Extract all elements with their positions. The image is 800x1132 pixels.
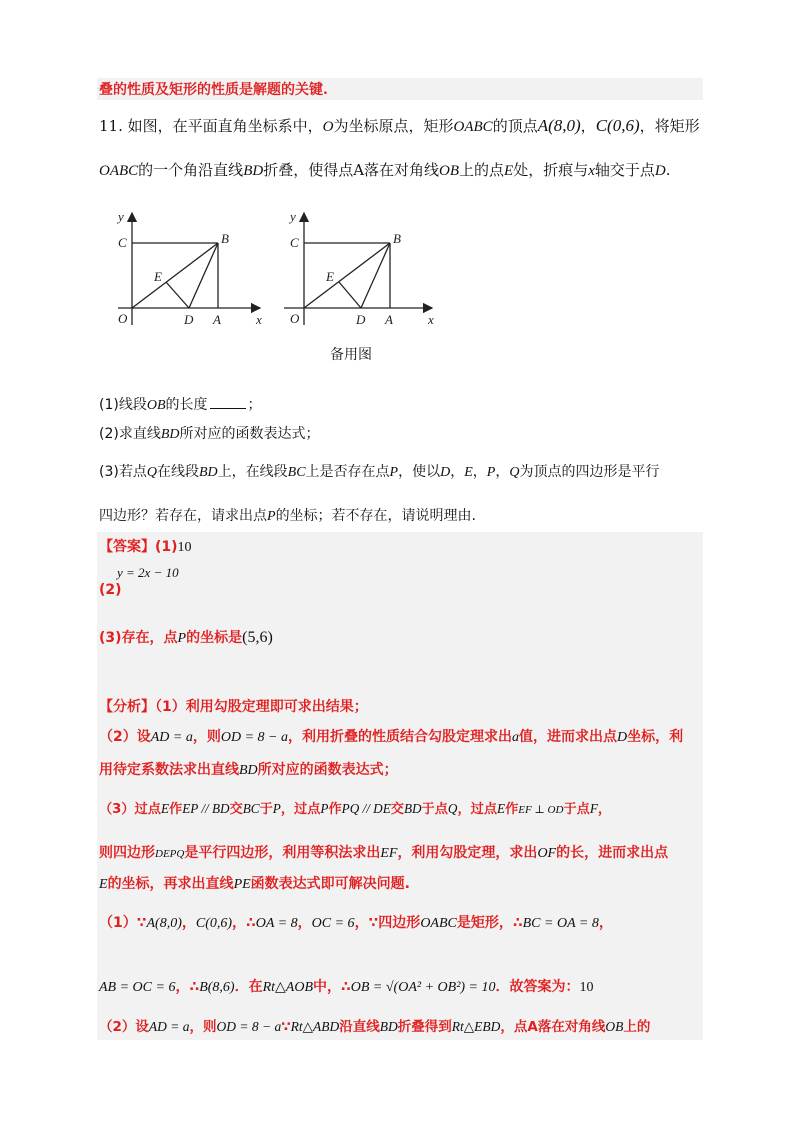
math: P: [272, 801, 281, 816]
question-1: [99, 395, 262, 416]
question-2: [99, 424, 320, 445]
answer-2-label: (2): [99, 582, 122, 598]
text: 折叠得到: [397, 1019, 452, 1035]
answer-2-expr: [117, 563, 179, 584]
text: 如图，在平面直角坐标系中，: [127, 117, 323, 135]
fig1-label-A: A: [213, 312, 221, 327]
math: BD: [198, 465, 218, 480]
text: （2）设: [99, 729, 151, 745]
math: E: [160, 801, 169, 816]
fig1-label-E: E: [154, 269, 162, 284]
text: ，: [598, 915, 613, 931]
math: E: [504, 163, 514, 179]
text: 上是否存在点: [305, 464, 390, 480]
question-3-line-2: [99, 506, 476, 527]
problem-number: 11.: [99, 117, 123, 135]
math: E: [464, 465, 473, 480]
text: 所对应的函数表达式；: [179, 426, 320, 442]
math: P: [320, 801, 329, 816]
text: (1): [155, 539, 178, 555]
math: D: [654, 163, 666, 179]
text: 交: [390, 802, 404, 817]
fig2-label-O: O: [290, 311, 300, 326]
math: BC = OA = 8: [522, 916, 599, 931]
text: 则四边形: [99, 845, 155, 861]
math: BC: [242, 801, 260, 816]
math: P: [267, 509, 276, 524]
text: ，: [450, 464, 465, 480]
text: ∵: [281, 1019, 291, 1035]
text: 是矩形，∴: [456, 915, 523, 931]
text: ，: [472, 464, 487, 480]
math: Rt△ABD: [290, 1019, 340, 1034]
text: ，将矩形: [639, 117, 700, 135]
text: 上的点: [459, 161, 505, 179]
math: P: [486, 465, 496, 480]
answer-blank[interactable]: [210, 396, 246, 409]
text: ，: [297, 915, 312, 931]
text: 为坐标原点，矩形: [333, 117, 454, 135]
text: 的坐标；若不存在，请说明理由.: [275, 508, 477, 524]
math: PE: [233, 877, 251, 892]
answer-line-3: [99, 628, 273, 649]
text: 的长，进而求出点: [556, 845, 669, 861]
text: 的一个角沿直线: [138, 161, 244, 179]
fig1-label-x: x: [256, 312, 262, 327]
math: (5,6): [242, 629, 273, 646]
text: 折叠，使得点A落在对角线: [263, 161, 440, 179]
fig2-label-B: B: [393, 231, 401, 246]
math: BD: [379, 1019, 398, 1034]
fig1-label-C: C: [118, 235, 127, 250]
text: ．在: [234, 979, 263, 995]
text: ，过点: [280, 802, 321, 817]
fig2-label-A: A: [385, 312, 393, 327]
analysis-line-3: [99, 760, 398, 781]
text: ，: [597, 802, 612, 817]
math: B(8,6): [199, 980, 235, 995]
math: OABC: [99, 163, 139, 179]
analysis-line-1: [99, 697, 368, 717]
text: ，∴: [175, 979, 200, 995]
text: 为顶点的四边形是平行: [519, 464, 660, 480]
math: Q: [509, 465, 520, 480]
segment-OB: [304, 243, 390, 308]
text: 上的: [623, 1019, 651, 1035]
text: (1)线段: [99, 397, 147, 413]
fig2-label-D: D: [356, 312, 366, 327]
solution-band: [97, 532, 703, 1040]
text: ，则: [189, 1019, 217, 1035]
text: 作: [505, 802, 519, 817]
text: 的坐标，再求出直线: [107, 876, 234, 892]
text: ，则: [192, 729, 221, 745]
analysis-line-5: [99, 843, 668, 864]
fig2-label-y: y: [290, 209, 296, 224]
text: ，∴: [232, 915, 256, 931]
text: ，∵四边形: [354, 915, 421, 931]
fig2-label-C: C: [290, 235, 299, 250]
math: P: [389, 465, 399, 480]
text: ，: [181, 915, 196, 931]
text: （1）利用勾股定理即可求出结果；: [155, 699, 368, 715]
text: ，过点: [457, 802, 498, 817]
text: 作: [169, 802, 183, 817]
text: 四边形？若存在，请求出点: [99, 508, 267, 524]
fig1-label-y: y: [118, 209, 124, 224]
text: ，点A落在对角线: [500, 1019, 606, 1035]
text: 于: [259, 802, 273, 817]
text: 坐标，利: [627, 729, 684, 745]
text: （2）设: [99, 1019, 149, 1035]
solution-line-2: [99, 977, 594, 998]
text: 处，折痕与: [513, 161, 589, 179]
math: 10: [177, 540, 192, 555]
math: Rt△EBD: [451, 1019, 501, 1034]
solution-line-3: [99, 1017, 650, 1037]
answer-tag: 【答案】: [99, 539, 155, 555]
figure-2: [284, 213, 432, 325]
text: 沿直线: [339, 1019, 380, 1035]
math: OB = √(OA² + OB²) = 10: [350, 980, 496, 995]
math: O: [322, 119, 334, 135]
math: D: [616, 730, 628, 745]
text: 上，在线段: [217, 464, 288, 480]
problem-line-2: [99, 160, 671, 181]
text: (2)求直线: [99, 426, 161, 442]
text: （3）过点: [99, 802, 161, 817]
problem-line-1: [99, 116, 700, 137]
math: OD = 8 − a: [220, 730, 288, 745]
math: a: [511, 730, 519, 745]
analysis-tag: 【分析】: [99, 699, 155, 715]
math: AD = a: [148, 1019, 190, 1034]
text: 函数表达式即可解决问题.: [250, 876, 410, 892]
text: （1）∵: [99, 915, 147, 931]
text: 值，进而求出点: [518, 729, 617, 745]
math: Q: [146, 465, 157, 480]
text: 于点: [421, 802, 448, 817]
text: 作: [328, 802, 342, 817]
math: y = 2x − 10: [117, 565, 179, 580]
segment-BD: [189, 243, 218, 308]
text: ，利用折叠的性质结合勾股定理求出: [287, 729, 512, 745]
math: 10: [579, 980, 594, 995]
text: ，利用勾股定理，求出: [397, 845, 538, 861]
segment-ED: [339, 282, 361, 308]
fig1-label-B: B: [221, 231, 229, 246]
math: BD: [160, 427, 180, 442]
math: EP // BD: [182, 801, 230, 816]
text: 轴交于点: [594, 161, 655, 179]
math: BC: [287, 465, 306, 480]
math: Rt△AOB: [262, 980, 314, 995]
text: 中，∴: [313, 979, 351, 995]
text: 交: [229, 802, 243, 817]
math: EF ⊥ OD: [518, 804, 564, 816]
text: 是平行四边形，利用等积法求出: [184, 845, 381, 861]
text: 于点: [563, 802, 590, 817]
text: ；: [247, 397, 262, 413]
math: AD = a: [150, 730, 193, 745]
question-3-line-1: [99, 462, 659, 483]
math: OA = 8: [255, 916, 298, 931]
math: OC = 6: [311, 916, 355, 931]
math: EF: [380, 846, 398, 861]
math: A(8,0): [537, 116, 581, 135]
text: ．故答案为：: [495, 979, 580, 995]
text: 的坐标是: [186, 630, 243, 646]
fig1-label-O: O: [118, 311, 128, 326]
answer-line-1: [99, 537, 192, 558]
math: DEPQ: [155, 848, 185, 860]
text: ，使以: [398, 464, 441, 480]
math: E: [497, 801, 506, 816]
math: BD: [243, 163, 264, 179]
text: 在线段: [156, 464, 199, 480]
math: x: [588, 163, 595, 179]
math: Q: [447, 801, 458, 816]
math: OB: [605, 1019, 624, 1034]
segment-ED: [166, 282, 189, 308]
math: D: [440, 465, 451, 480]
text: (3)存在，点: [99, 630, 178, 646]
fig2-label-x: x: [428, 312, 434, 327]
math: AB = OC = 6: [99, 980, 176, 995]
math: E: [99, 877, 108, 892]
fig1-label-D: D: [184, 312, 194, 327]
math: C(0,6): [195, 916, 233, 931]
text: 的长度: [165, 397, 208, 413]
math: BD: [403, 801, 422, 816]
analysis-line-6: [99, 874, 410, 895]
text: ，: [580, 117, 596, 135]
math: OB: [439, 163, 460, 179]
math: OB: [146, 398, 166, 413]
text: 的顶点: [492, 117, 538, 135]
text: (3)若点: [99, 464, 147, 480]
analysis-line-2: [99, 727, 683, 748]
analysis-line-4: [99, 799, 611, 820]
top-note: 叠的性质及矩形的性质是解题的关键.: [99, 82, 328, 98]
math: OABC: [453, 119, 493, 135]
text: .: [665, 161, 671, 179]
fig2-label-E: E: [326, 269, 334, 284]
math: P: [177, 631, 187, 646]
math: F: [589, 801, 598, 816]
math: A(8,0): [146, 916, 182, 931]
coordinate-figures: [100, 205, 450, 365]
math: C(0,6): [595, 116, 640, 135]
math: PQ // DE: [341, 801, 391, 816]
solution-line-1: [99, 913, 613, 934]
figure-caption: 备用图: [330, 347, 372, 363]
segment-OB: [132, 243, 218, 308]
math: OD = 8 − a: [216, 1019, 282, 1034]
text: 用待定系数法求出直线: [99, 762, 239, 778]
segment-BD: [361, 243, 390, 308]
math: BD: [239, 763, 258, 778]
figure-1: [118, 213, 260, 325]
math: OABC: [420, 916, 457, 931]
text: 所对应的函数表达式；: [257, 762, 398, 778]
math: OF: [537, 846, 557, 861]
text: ，: [495, 464, 510, 480]
